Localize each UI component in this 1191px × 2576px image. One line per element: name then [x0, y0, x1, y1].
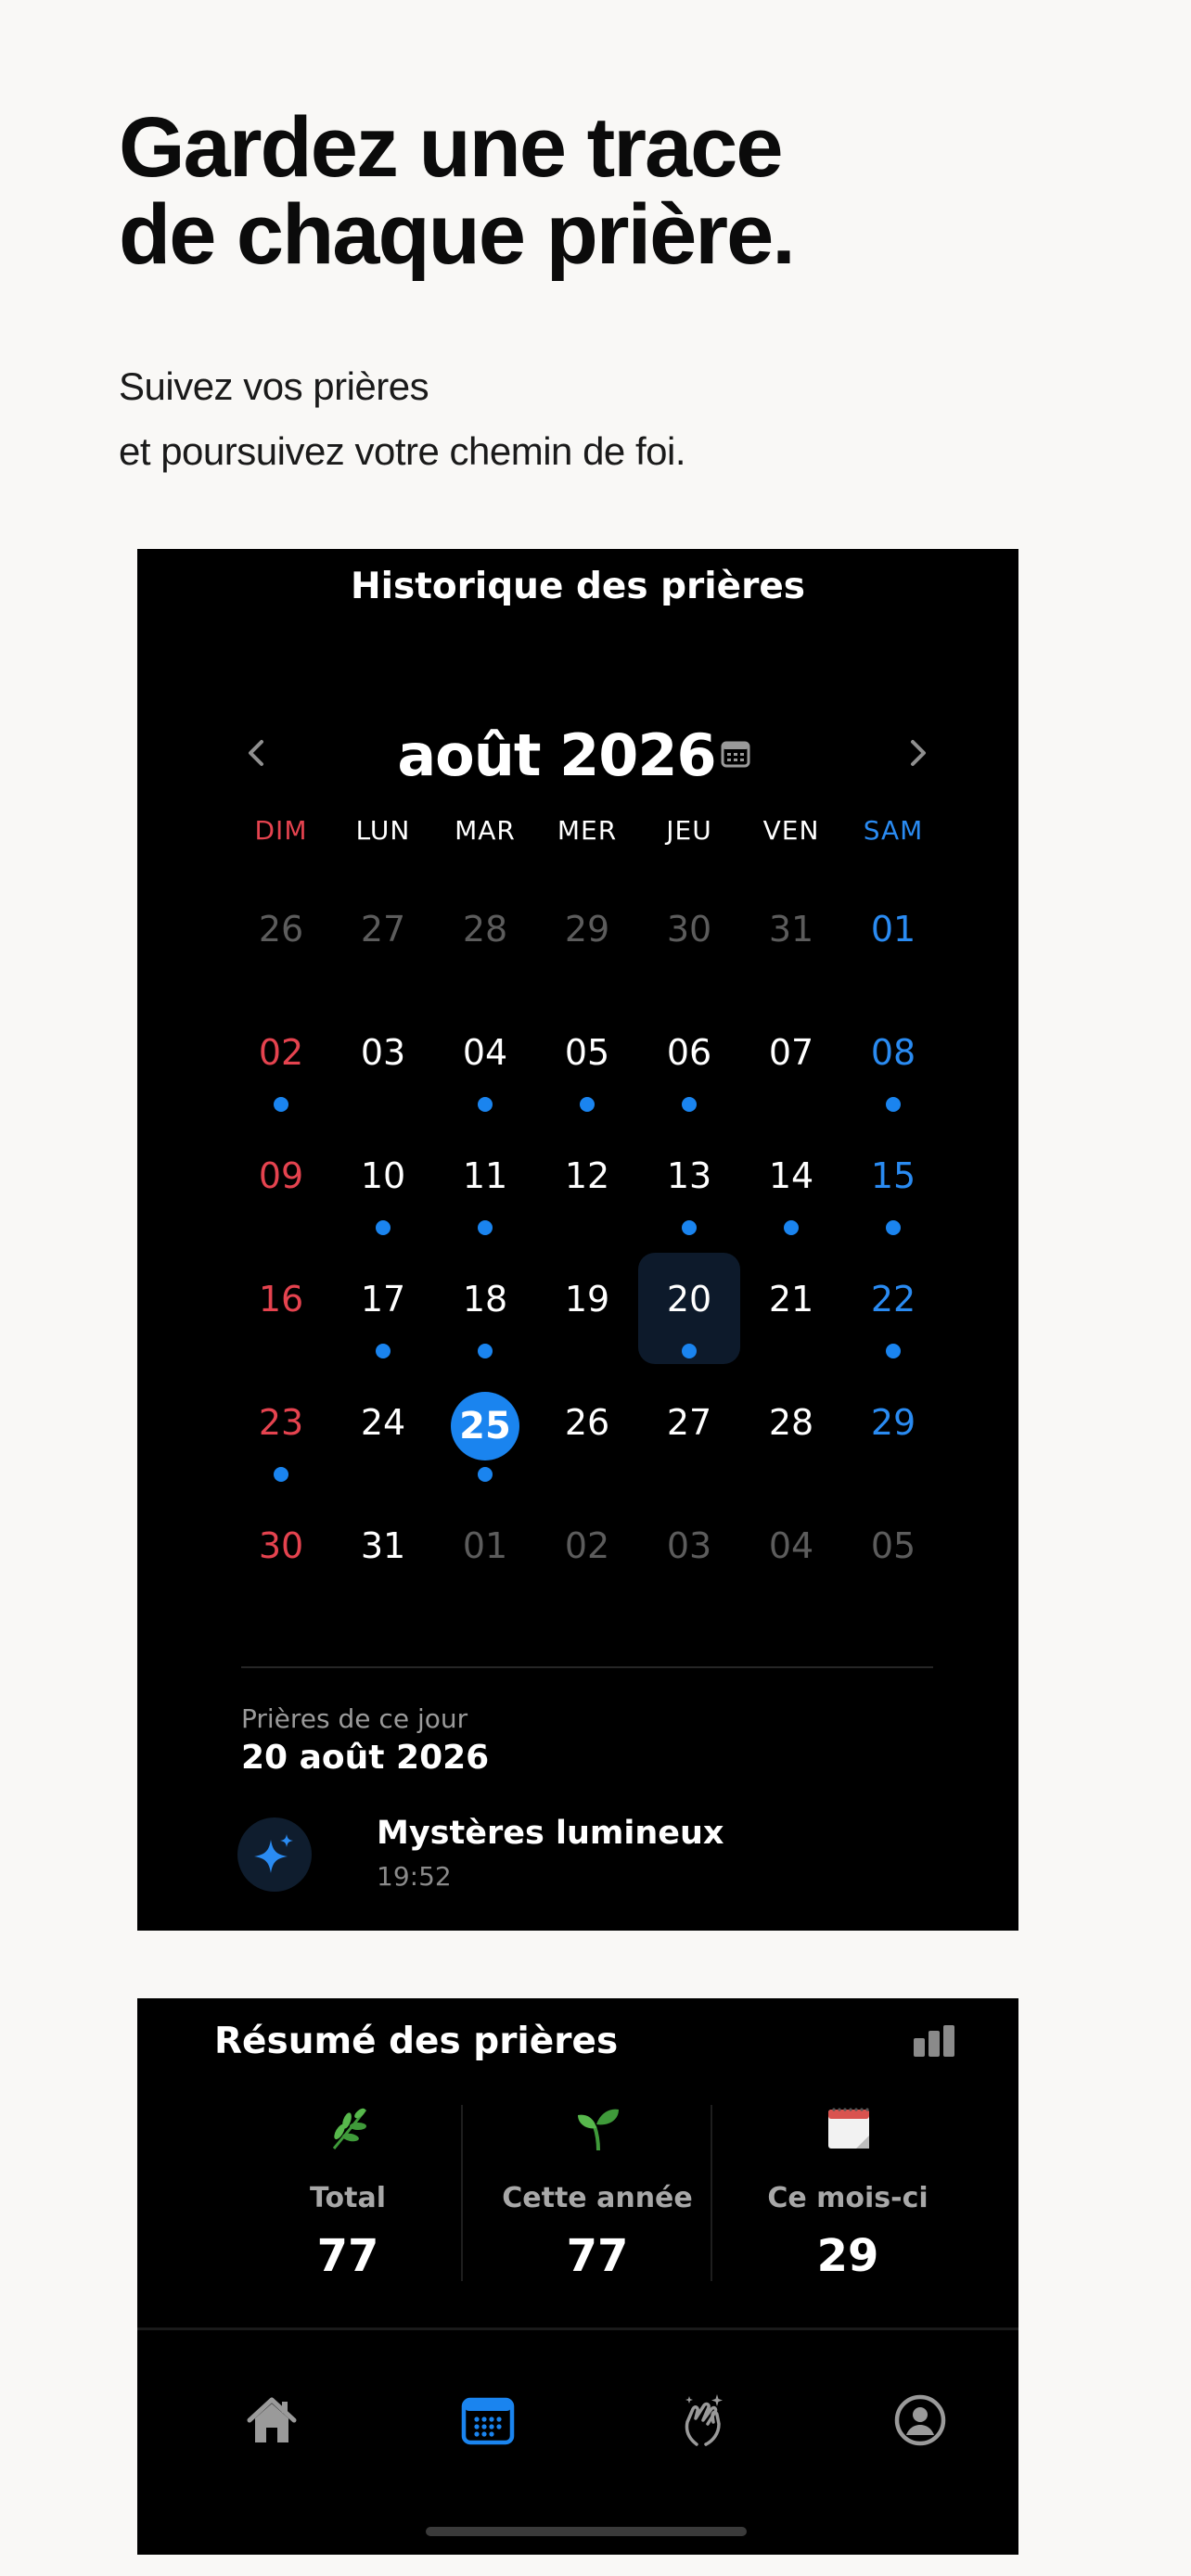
weekday-sunday: DIM: [254, 815, 308, 846]
calendar-day-outside-month[interactable]: [434, 1499, 536, 1611]
stat-this-year: [472, 2100, 723, 2286]
prayer-indicator-dot: [886, 1220, 901, 1235]
calendar-day-outside-month[interactable]: [536, 1499, 638, 1611]
calendar-day-number: 26: [564, 1402, 610, 1443]
calendar-day-outside-month[interactable]: [638, 883, 740, 994]
tab-profile[interactable]: [869, 2369, 971, 2471]
stat-value: 29: [816, 2230, 879, 2282]
calendar-day-number: 08: [870, 1032, 916, 1073]
profile-icon: [892, 2392, 948, 2448]
calendar-day-number: 30: [258, 1525, 304, 1566]
prayer-indicator-dot: [478, 1344, 493, 1358]
calendar-icon: [460, 2392, 516, 2448]
hero-title-line-2: de chaque prière.: [119, 187, 794, 282]
calendar-day-outside-month[interactable]: [638, 1499, 740, 1611]
calendar-day[interactable]: [230, 1129, 332, 1241]
prayer-indicator-dot: [682, 1097, 697, 1112]
tab-home[interactable]: [221, 2369, 323, 2471]
calendar-day[interactable]: [842, 1253, 944, 1364]
prayer-indicator-dot: [784, 1220, 799, 1235]
calendar-day-outside-month[interactable]: [332, 883, 434, 994]
prayer-indicator-dot: [682, 1220, 697, 1235]
weekday-thursday: JEU: [666, 815, 712, 846]
calendar-day-number: 12: [564, 1155, 610, 1196]
praying-hands-icon: [676, 2392, 732, 2448]
calendar-day-number: 16: [258, 1279, 304, 1320]
seedling-icon: [574, 2104, 622, 2152]
calendar-day[interactable]: [332, 1499, 434, 1611]
calendar-day[interactable]: [638, 1253, 740, 1364]
prayer-indicator-dot: [274, 1097, 288, 1112]
calendar-day[interactable]: [230, 1006, 332, 1117]
calendar-day-number: 19: [564, 1279, 610, 1320]
calendar-day-number: 31: [360, 1525, 406, 1566]
calendar-day[interactable]: [740, 1376, 842, 1487]
calendar-day-number: 18: [462, 1279, 508, 1320]
prayer-avatar: [237, 1817, 312, 1892]
stat-value: 77: [566, 2230, 629, 2282]
prayer-history-screen: [137, 549, 1018, 1931]
divider: [241, 1666, 933, 1668]
calendar-day[interactable]: [230, 1253, 332, 1364]
calendar-day-number: 02: [564, 1525, 610, 1566]
calendar-day-number: 03: [360, 1032, 406, 1073]
calendar-day-number: 04: [462, 1032, 508, 1073]
calendar-day[interactable]: [434, 1253, 536, 1364]
calendar-day-number: 31: [768, 909, 814, 950]
month-navigator: [137, 716, 1018, 790]
weekday-tuesday: MAR: [455, 815, 516, 846]
sparkles-icon: [252, 1832, 297, 1877]
hero-subtitle-line-1: Suivez vos prières: [119, 364, 429, 408]
calendar-day[interactable]: [740, 1006, 842, 1117]
weekday-saturday: SAM: [863, 815, 924, 846]
calendar-day-number: 11: [462, 1155, 508, 1196]
calendar-day-number: 29: [564, 909, 610, 950]
calendar-grid: [137, 883, 1018, 1625]
tab-pray[interactable]: [653, 2369, 755, 2471]
herb-icon: [325, 2104, 373, 2152]
bar-chart-icon[interactable]: [912, 2023, 956, 2060]
calendar-day-outside-month[interactable]: [740, 1499, 842, 1611]
prayer-summary-card: [137, 1998, 1018, 2555]
calendar-day-number: 03: [666, 1525, 712, 1566]
calendar-day[interactable]: [332, 1376, 434, 1487]
prayer-indicator-dot: [580, 1097, 595, 1112]
calendar-day[interactable]: [842, 1129, 944, 1241]
calendar-day-number: 15: [870, 1155, 916, 1196]
calendar-day[interactable]: [230, 1499, 332, 1611]
selected-day-date: 20 août 2026: [241, 1739, 490, 1777]
month-label-text: août 2026: [397, 721, 716, 789]
calendar-day[interactable]: [638, 1129, 740, 1241]
calendar-day-number: 25: [451, 1392, 519, 1460]
calendar-day-number: 01: [870, 909, 916, 950]
calendar-day[interactable]: [434, 1376, 536, 1487]
stat-separator: [711, 2105, 712, 2281]
calendar-day[interactable]: [434, 1006, 536, 1117]
chevron-right-icon: [898, 734, 935, 772]
calendar-day-number: 10: [360, 1155, 406, 1196]
hero-subtitle: [119, 354, 1139, 484]
tabbar-divider: [137, 2327, 1018, 2330]
stat-total: [223, 2100, 473, 2286]
calendar-day-number: 30: [666, 909, 712, 950]
calendar-day-number: 28: [768, 1402, 814, 1443]
calendar-day-number: 01: [462, 1525, 508, 1566]
prayer-indicator-dot: [886, 1344, 901, 1358]
weekday-monday: LUN: [355, 815, 411, 846]
calendar-day-number: 28: [462, 909, 508, 950]
calendar-day[interactable]: [332, 1006, 434, 1117]
prayer-indicator-dot: [376, 1220, 391, 1235]
stat-label: Cette année: [502, 2182, 693, 2214]
calendar-day-number: 17: [360, 1279, 406, 1320]
next-month-button[interactable]: [879, 716, 954, 790]
calendar-day-number: 05: [870, 1525, 916, 1566]
calendar-day-number: 27: [360, 909, 406, 950]
prayer-indicator-dot: [886, 1097, 901, 1112]
calendar-day[interactable]: [638, 1006, 740, 1117]
calendar-day-number: 06: [666, 1032, 712, 1073]
calendar-day[interactable]: [536, 1376, 638, 1487]
prayer-indicator-dot: [682, 1344, 697, 1358]
calendar-day[interactable]: [230, 1376, 332, 1487]
calendar-day-number: 21: [768, 1279, 814, 1320]
calendar-day[interactable]: [740, 1129, 842, 1241]
calendar-day-number: 22: [870, 1279, 916, 1320]
calendar-day[interactable]: [536, 1129, 638, 1241]
prayer-indicator-dot: [478, 1467, 493, 1482]
calendar-day-outside-month[interactable]: [740, 883, 842, 994]
calendar-day-number: 29: [870, 1402, 916, 1443]
calendar-day[interactable]: [332, 1129, 434, 1241]
home-indicator: [426, 2527, 747, 2536]
calendar-day-number: 14: [768, 1155, 814, 1196]
calendar-day-number: 04: [768, 1525, 814, 1566]
calendar-day-number: 05: [564, 1032, 610, 1073]
weekday-header: [137, 815, 1018, 852]
selected-day-caption: Prières de ce jour: [241, 1703, 468, 1734]
stat-value: 77: [316, 2230, 379, 2282]
calendar-day-outside-month[interactable]: [434, 883, 536, 994]
tab-calendar[interactable]: [437, 2369, 539, 2471]
home-icon: [244, 2392, 300, 2448]
calendar-day-outside-month[interactable]: [536, 883, 638, 994]
calendar-day-number: 27: [666, 1402, 712, 1443]
calendar-day[interactable]: [740, 1253, 842, 1364]
calendar-day-outside-month[interactable]: [230, 883, 332, 994]
calendar-day-number: 26: [258, 909, 304, 950]
weekday-friday: VEN: [762, 815, 820, 846]
calendar-day[interactable]: [434, 1129, 536, 1241]
calendar-small-icon[interactable]: [720, 738, 751, 770]
calendar-day[interactable]: [536, 1253, 638, 1364]
hero-title-line-1: Gardez une trace: [119, 100, 782, 195]
stat-separator: [461, 2105, 463, 2281]
calendar-page-icon: [825, 2104, 873, 2152]
calendar-day-number: 02: [258, 1032, 304, 1073]
stat-this-month: [723, 2100, 973, 2286]
screen-title: Historique des prières: [351, 566, 805, 607]
calendar-day[interactable]: [842, 1006, 944, 1117]
calendar-day-number: 07: [768, 1032, 814, 1073]
calendar-day-number: 20: [666, 1279, 712, 1320]
calendar-day[interactable]: [332, 1253, 434, 1364]
prayer-indicator-dot: [274, 1467, 288, 1482]
calendar-day-number: 09: [258, 1155, 304, 1196]
summary-title: Résumé des prières: [214, 2021, 619, 2062]
prayer-indicator-dot: [478, 1220, 493, 1235]
calendar-day-number: 24: [360, 1402, 406, 1443]
calendar-day[interactable]: [842, 883, 944, 994]
calendar-day-outside-month[interactable]: [842, 1499, 944, 1611]
prayer-indicator-dot: [478, 1097, 493, 1112]
calendar-day-number: 13: [666, 1155, 712, 1196]
hero-subtitle-line-2: et poursuivez votre chemin de foi.: [119, 429, 685, 473]
hero-title: [119, 100, 1139, 282]
stat-label: Total: [310, 2182, 386, 2214]
calendar-day[interactable]: [842, 1376, 944, 1487]
prayer-time: 19:52: [377, 1861, 452, 1892]
stat-label: Ce mois-ci: [767, 2182, 928, 2214]
weekday-wednesday: MER: [557, 815, 618, 846]
prayer-indicator-dot: [376, 1344, 391, 1358]
calendar-day-number: 23: [258, 1402, 304, 1443]
calendar-day[interactable]: [638, 1376, 740, 1487]
calendar-day[interactable]: [536, 1006, 638, 1117]
prayer-name: Mystères lumineux: [377, 1815, 724, 1852]
